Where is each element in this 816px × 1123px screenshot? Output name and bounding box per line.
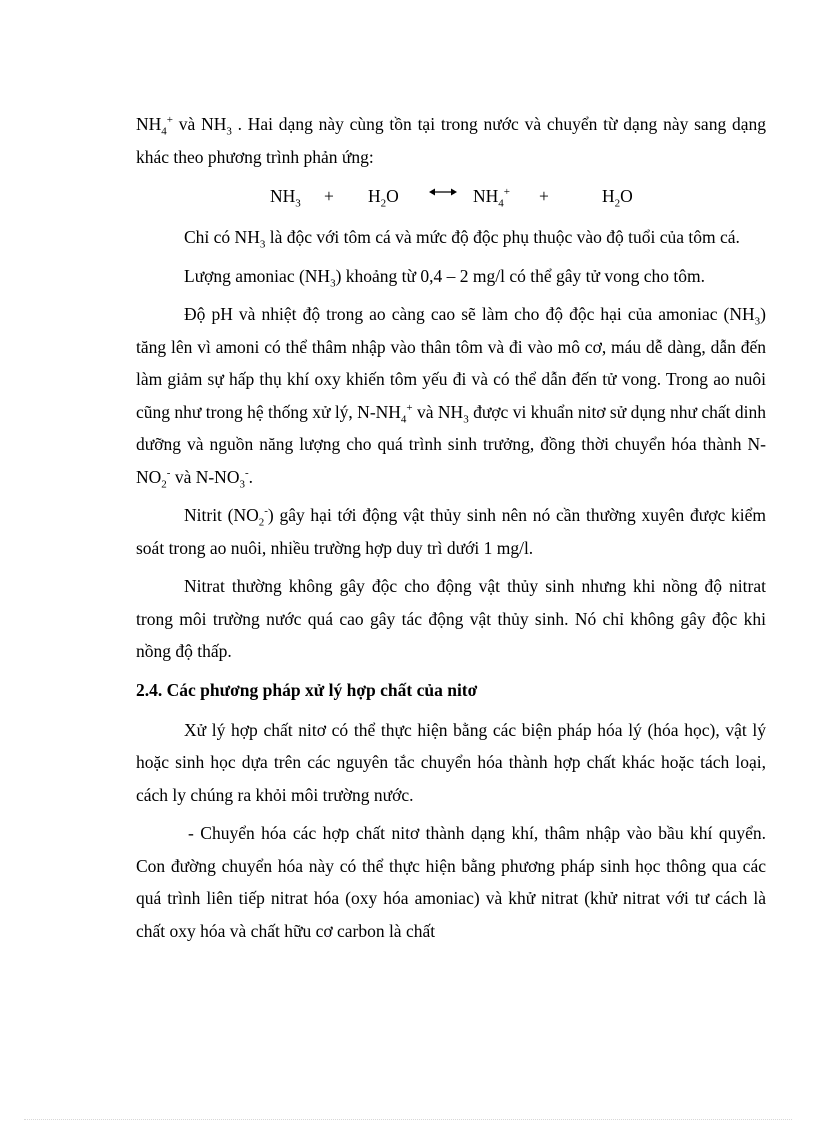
text: . Hai dạng này cùng tồn tại trong nước và chuyển từ dạng này sang dạng khác theo phương trình phản ứng:	[136, 114, 766, 167]
paragraph-ph-temperature: Độ pH và nhiệt độ trong ao càng cao sẽ làm cho độ độc hại của amoniac $(NH_3)$ tăng lên vì amoni có thể thâm nhập vào thân tôm và đi vào mô cơ, máu dễ dàng, dẫn đến làm giảm sự hấp thụ khí oxy khiến tôm yếu đi và có thể dẫn đến tử vong. Trong ao nuôi cũng như trong hệ thống xử lý, $N-NH_4^+$ và $NH_3$ được vi khuẩn nitơ sử dụng như chất dinh dưỡng và nguồn năng lượng cho quá trình sinh trưởng, đồng thời chuyển hóa thành $N-NO_2^-$ và $N-NO_3^-$.	[136, 304, 766, 490]
document-page	[136, 108, 766, 953]
reaction-equation	[136, 179, 766, 213]
double-arrow-icon	[429, 187, 457, 197]
eq-plus-right: +	[539, 186, 549, 206]
text: NH	[136, 114, 162, 134]
paragraph-nh3-toxicity: Chỉ có $NH_3$ là độc với tôm cá và mức độ độc phụ thuộc vào độ tuổi của tôm cá.	[184, 227, 740, 251]
paragraph-ammonia-lethal: Lượng amoniac $(NH_3)$ khoảng từ 0,4 – 2 mg/l có thể gây tử vong cho tôm.	[184, 265, 705, 289]
eq-h2o-left: $H_2O$	[368, 186, 399, 210]
subscript: 4	[161, 125, 167, 138]
section-heading: 2.4. Các phương pháp xử lý hợp chất của nitơ	[136, 679, 478, 700]
paragraph-nitrate: Nitrat thường không gây độc cho động vật thủy sinh nhưng khi nồng độ nitrat trong môi trường nước quá cao gây tác động vật thủy sinh. Nó chỉ không gây độc khi nồng độ thấp.	[136, 576, 766, 661]
paragraph-ammonium-forms	[136, 108, 766, 173]
superscript: +	[166, 114, 173, 127]
text: và NH	[173, 114, 227, 134]
eq-h2o-right: $H_2O$	[602, 186, 633, 210]
paragraph-gas-conversion: - Chuyển hóa các hợp chất nitơ thành dạng khí, thâm nhập vào bầu khí quyển. Con đường chuyển hóa này có thể thực hiện bằng phương pháp sinh học thông qua các quá trình liên tiếp nitrat hóa (oxy hóa amoniac) và khử nitrat (khử nitrat với tư cách là chất oxy hóa và chất hữu cơ carbon là chất	[136, 823, 766, 941]
page-bottom-divider	[24, 1119, 792, 1120]
subscript: 3	[226, 125, 232, 138]
paragraph-nitrite: Nitrit $(NO_2^-)$ gây hại tới động vật thủy sinh nên nó cần thường xuyên được kiểm soát trong ao nuôi, nhiều trường hợp duy trì dưới 1 mg/l.	[136, 505, 766, 558]
paragraph-treatment-methods: Xử lý hợp chất nitơ có thể thực hiện bằng các biện pháp hóa lý (hóa học), vật lý hoặc sinh học dựa trên các nguyên tắc chuyển hóa thành hợp chất khác hoặc tách loại, cách ly chúng ra khỏi môi trường nước.	[136, 719, 766, 805]
eq-plus-left: +	[324, 186, 334, 206]
eq-nh3: $NH_3$	[270, 186, 301, 210]
eq-nh4: $NH_4^+$	[473, 186, 510, 210]
